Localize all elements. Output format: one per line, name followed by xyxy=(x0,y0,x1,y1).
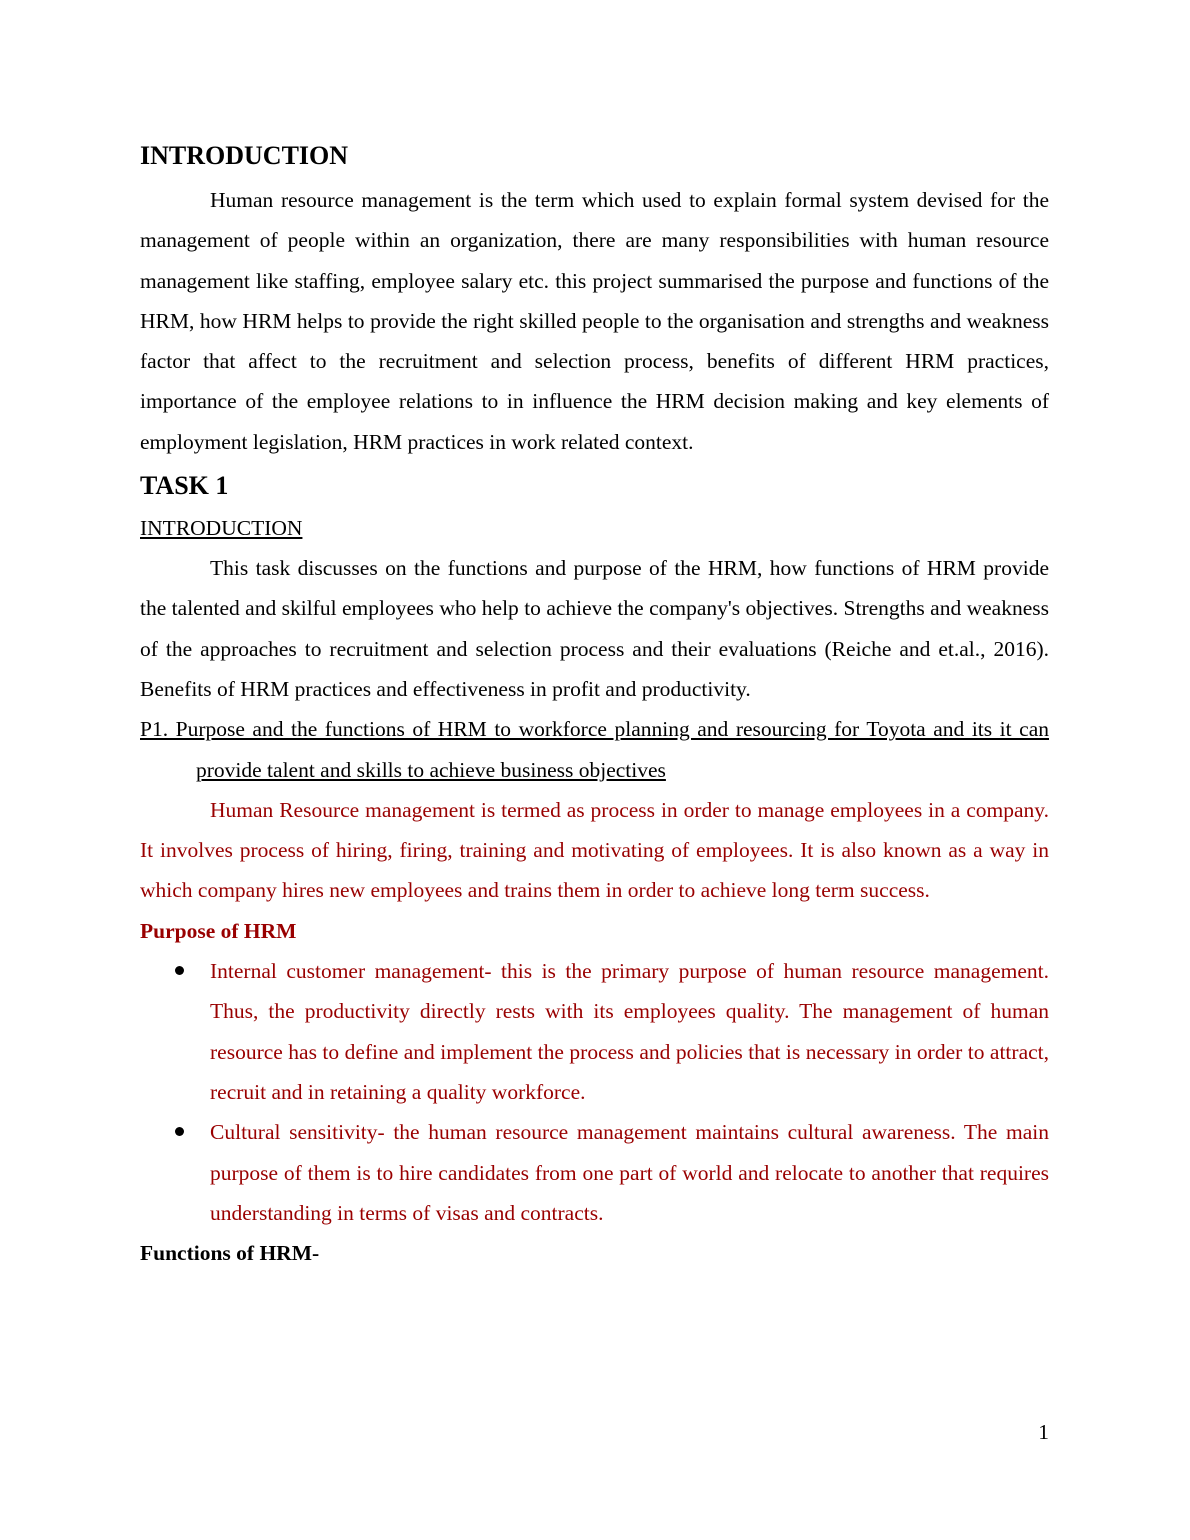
list-item xyxy=(140,1112,1049,1233)
purpose-list xyxy=(140,951,1049,1233)
task-introduction-paragraph: This task discusses on the functions and purpose of the HRM, how functions of HRM provide the talented and skilful employees who help to achieve the company's objectives. Strengths and weakness of the approaches to recruitment and selection process and their evaluations (Reiche and et.al., 2016). Benefits of HRM practices and effectiveness in profit and productivity. xyxy=(140,556,1049,701)
list-item xyxy=(140,951,1049,1112)
functions-of-hrm-heading: Functions of HRM- xyxy=(140,1241,320,1266)
p1-section-heading: P1. Purpose and the functions of HRM to workforce planning and resourcing for Toyota and its it can provide talent and skills to achieve business objectives xyxy=(140,717,1049,782)
introduction-heading: INTRODUCTION xyxy=(140,141,349,170)
page-content xyxy=(140,138,1049,1273)
task-1-heading: TASK 1 xyxy=(140,471,229,501)
list-item-text: Internal customer management- this is the primary purpose of human resource management. Thus, the productivity directly rests with its employees quality. The management of human resource has to define and implement the process and policies that is necessary in order to attract, recruit and in retaining a quality workforce. xyxy=(210,959,1049,1104)
hrm-definition-paragraph: Human Resource management is termed as process in order to manage employees in a company. It involves process of hiring, firing, training and motivating of employees. It is also known as a way in which company hires new employees and trains them in order to achieve long term success. xyxy=(140,797,1049,903)
page-number: 1 xyxy=(1038,1420,1049,1444)
bullet-icon xyxy=(175,966,184,975)
bullet-icon xyxy=(175,1127,184,1136)
purpose-of-hrm-heading: Purpose of HRM xyxy=(140,918,297,943)
task-introduction-subheading: INTRODUCTION xyxy=(140,516,303,541)
list-item-text: Cultural sensitivity- the human resource management maintains cultural awareness. The main purpose of them is to hire candidates from one part of world and relocate to another that requires understanding in terms of visas and contracts. xyxy=(210,1120,1049,1225)
introduction-paragraph: Human resource management is the term which used to explain formal system devised for the management of people within an organization, there are many responsibilities with human resource management like staffing, employee salary etc. this project summarised the purpose and functions of the HRM, how HRM helps to provide the right skilled people to the organisation and strengths and weakness factor that affect to the recruitment and selection process, benefits of different HRM practices, importance of the employee relations to in influence the HRM decision making and key elements of employment legislation, HRM practices in work related context. xyxy=(140,188,1049,454)
